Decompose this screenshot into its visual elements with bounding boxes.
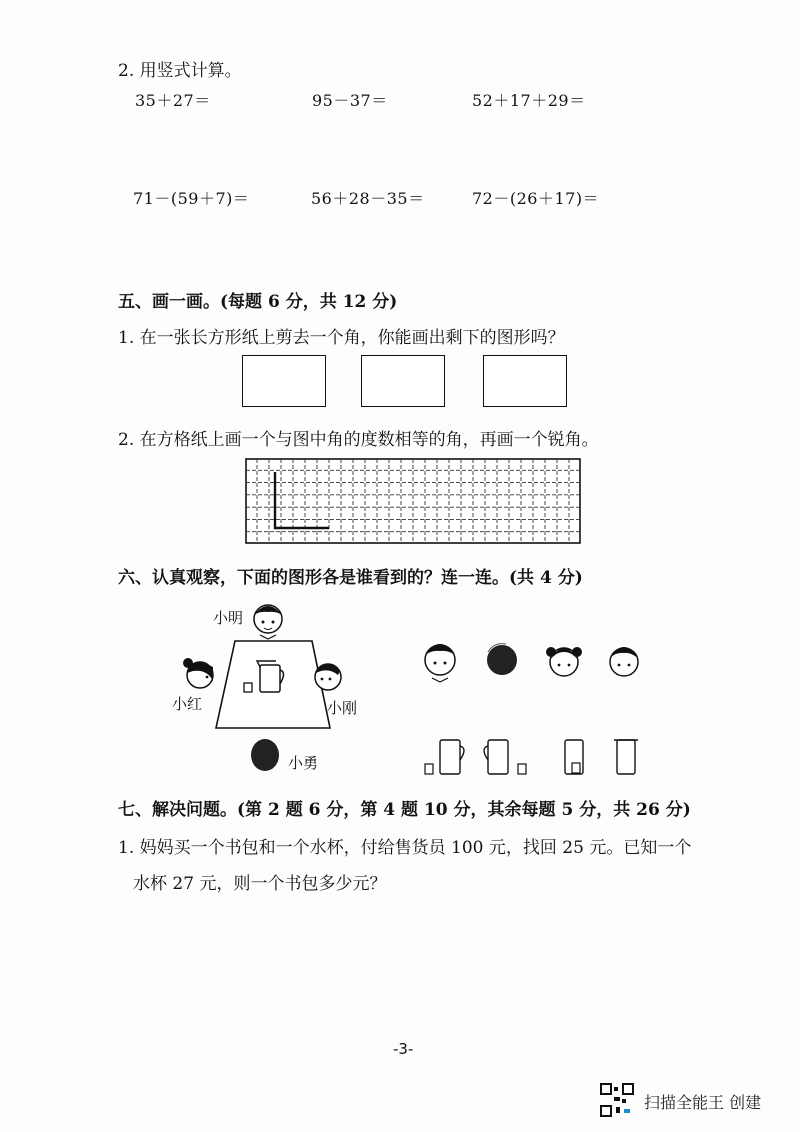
boy-head-back-icon (251, 739, 279, 771)
page-number: -3- (393, 1040, 414, 1058)
view-boy-back-icon (487, 644, 517, 675)
calc-problem-6: 72－(26＋17)＝ (472, 189, 600, 208)
calc-title: 2. 用竖式计算。 (118, 61, 242, 81)
view-jug-cup-front-icon (565, 740, 583, 774)
view-jug-cup-left-icon (425, 740, 464, 774)
label-xiaoming: 小明 (213, 609, 244, 627)
calc-problem-2: 95－37＝ (312, 91, 388, 110)
section7-q1-line1: 1. 妈妈买一个书包和一个水杯，付给售货员 100 元，找回 25 元。已知一个 (118, 838, 692, 858)
boy-head-top-icon (254, 605, 282, 639)
calc-problem-3: 52＋17＋29＝ (472, 91, 586, 110)
label-xiaohong: 小红 (172, 695, 203, 713)
rectangle-2 (361, 355, 445, 407)
rectangle-1 (242, 355, 326, 407)
view-boy-front-icon (425, 644, 455, 682)
table-scene (160, 595, 380, 785)
rectangle-3 (483, 355, 567, 407)
views-objects[interactable] (420, 730, 650, 780)
section5-heading: 五、画一画。(每题 6 分，共 12 分) (118, 292, 398, 312)
views-heads[interactable] (412, 630, 652, 690)
calc-problem-4: 71－(59＋7)＝ (133, 189, 250, 208)
view-girl-icon (546, 647, 582, 676)
section6-heading: 六、认真观察，下面的图形各是谁看到的？连一连。(共 4 分) (118, 568, 583, 588)
section7-heading: 七、解决问题。(第 2 题 6 分，第 4 题 10 分，其余每题 5 分，共 26 分) (118, 800, 691, 820)
label-xiaoyong: 小勇 (288, 754, 319, 772)
grid-paper[interactable] (245, 458, 581, 544)
label-xiaogang: 小刚 (327, 699, 358, 717)
view-jug-side-icon (614, 740, 638, 774)
section5-q1: 1. 在一张长方形纸上剪去一个角，你能画出剩下的图形吗？ (118, 328, 565, 348)
view-boy-side-icon (610, 647, 638, 676)
calc-problem-1: 35＋27＝ (135, 91, 211, 110)
girl-head-left-icon (183, 658, 213, 688)
calc-problem-5: 56＋28－35＝ (311, 189, 425, 208)
section7-q1-line2: 水杯 27 元，则一个书包多少元？ (133, 874, 387, 894)
boy-head-right-icon (315, 663, 341, 690)
view-jug-cup-right-icon (484, 740, 526, 774)
footer-watermark: 扫描全能王 创建 (644, 1093, 762, 1112)
section5-q2: 2. 在方格纸上画一个与图中角的度数相等的角，再画一个锐角。 (118, 430, 599, 450)
qr-code-icon (600, 1083, 634, 1117)
